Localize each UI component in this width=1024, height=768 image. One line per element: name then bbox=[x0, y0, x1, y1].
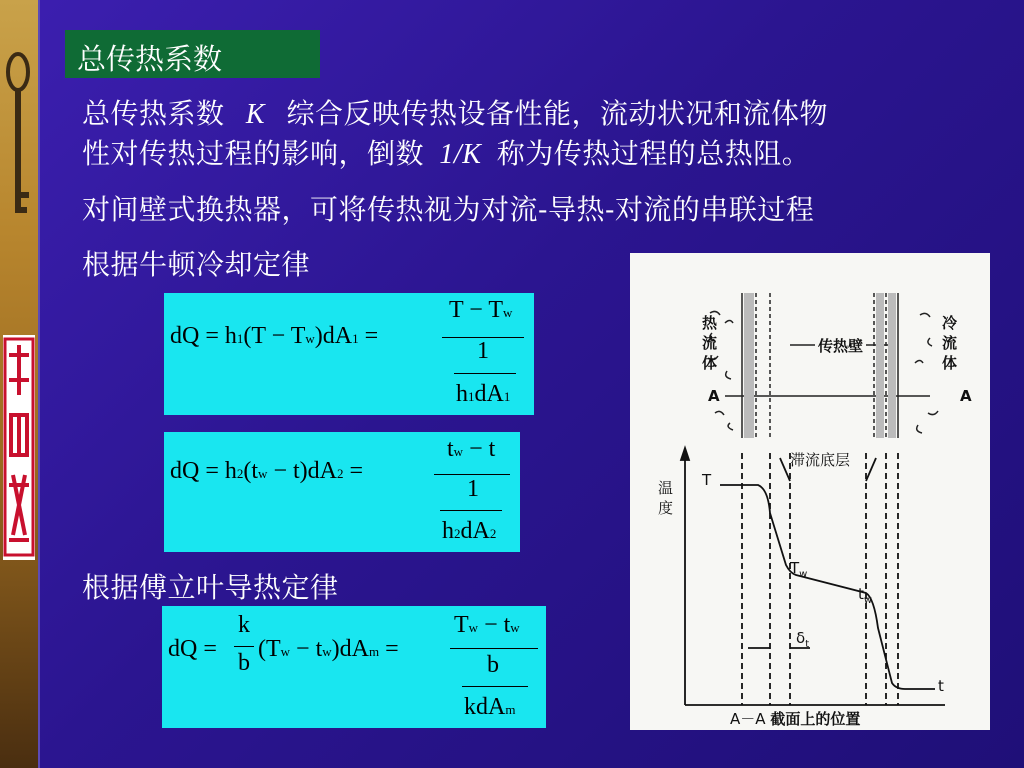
label-Tw-sub: w bbox=[799, 569, 808, 580]
equation-newton-1 bbox=[164, 293, 534, 415]
frac-denominator: kdA bbox=[464, 694, 506, 720]
label-delta-text: δ bbox=[796, 629, 806, 647]
eq-paren-end: )dA bbox=[331, 636, 369, 662]
fraction-bar bbox=[454, 373, 516, 374]
eq-sub: 1 bbox=[352, 331, 359, 346]
eq-paren: (T − T bbox=[243, 323, 306, 349]
frac-middle: 1 bbox=[477, 338, 489, 364]
label-hot-fluid: 热 流 体 bbox=[702, 314, 718, 372]
eq-sub: w bbox=[468, 620, 479, 635]
eq-equals: = bbox=[349, 458, 364, 484]
eq-lhs: dQ = h bbox=[170, 458, 237, 484]
equation-newton-2 bbox=[164, 432, 520, 552]
label-delta-t bbox=[796, 629, 809, 650]
fraction-bar bbox=[462, 686, 528, 687]
label-cold-fluid: 冷 流 体 bbox=[942, 314, 958, 372]
eq-sub: 2 bbox=[236, 466, 244, 481]
frac-numerator: − t bbox=[463, 436, 496, 462]
paragraph-1-line-2 bbox=[82, 132, 810, 172]
frac-numerator: t bbox=[447, 436, 454, 462]
symbol-k: K bbox=[245, 99, 266, 130]
eq-sub: 1 bbox=[503, 389, 511, 404]
key-icon bbox=[0, 42, 36, 232]
frac-middle: b bbox=[487, 652, 499, 678]
frac-numerator: T bbox=[454, 612, 469, 638]
eq-sub: 2 bbox=[489, 526, 497, 541]
paragraph-3: 根据牛顿冷却定律 bbox=[82, 248, 311, 281]
eq-equals: = bbox=[385, 636, 399, 662]
eq-paren: (t bbox=[243, 458, 259, 484]
equation-fourier bbox=[162, 606, 546, 728]
diagram-drawing bbox=[630, 253, 990, 730]
label-x-axis-b: 截面上的位置 bbox=[770, 710, 861, 728]
label-x-axis-a: A－A bbox=[730, 710, 766, 728]
symbol-inverse-k: 1/K bbox=[439, 139, 482, 170]
label-delta-sub: t bbox=[805, 639, 810, 650]
heat-transfer-diagram bbox=[630, 253, 990, 730]
frac-middle: 1 bbox=[467, 476, 479, 502]
label-a-left: A bbox=[708, 387, 720, 405]
label-tw-text: t bbox=[858, 585, 864, 603]
eq-sub: w bbox=[322, 644, 332, 659]
label-T: T bbox=[702, 471, 712, 489]
eq-sub: w bbox=[503, 305, 513, 320]
sidebar-divider bbox=[38, 0, 40, 768]
fraction-bar bbox=[440, 510, 502, 511]
eq-sub: w bbox=[453, 444, 464, 459]
eq-sub: m bbox=[368, 644, 380, 659]
eq-sub: 1 bbox=[236, 331, 244, 346]
eq-paren: (T bbox=[258, 636, 281, 662]
fraction-bar bbox=[434, 474, 510, 475]
eq-sub: w bbox=[510, 620, 520, 635]
label-laminar-sublayer: 滞流底层 bbox=[790, 451, 851, 469]
frac-denominator: dA bbox=[460, 518, 490, 544]
eq-lhs: dQ = h bbox=[170, 323, 237, 349]
seal-stamp-icon bbox=[3, 335, 35, 560]
text: 总传热系数 bbox=[82, 97, 225, 130]
fraction-bar bbox=[450, 648, 538, 649]
label-Tw bbox=[790, 559, 807, 580]
label-Tw-text: T bbox=[790, 559, 800, 577]
eq-sub: 2 bbox=[336, 466, 344, 481]
paragraph-4: 根据傅立叶导热定律 bbox=[82, 571, 339, 604]
eq-sub: w bbox=[305, 331, 315, 346]
label-tw bbox=[858, 585, 872, 606]
text: 综合反映传热设备性能，流动状况和流体物 bbox=[286, 97, 829, 130]
paragraph-2: 对间壁式换热器，可将传热视为对流-导热-对流的串联过程 bbox=[82, 193, 815, 226]
eq-paren-end: − t)dA bbox=[267, 458, 337, 484]
label-a-right: A bbox=[960, 387, 972, 405]
text: 性对传热过程的影响，倒数 bbox=[82, 137, 425, 170]
text: 称为传热过程的总热阻。 bbox=[496, 137, 811, 170]
eq-sub: 2 bbox=[454, 526, 461, 541]
frac-k: k bbox=[238, 612, 250, 638]
eq-sub: w bbox=[280, 644, 291, 659]
label-wall: 传热壁 bbox=[818, 337, 864, 355]
eq-sub: m bbox=[505, 702, 516, 717]
title-bar bbox=[65, 30, 320, 78]
eq-lhs: dQ = bbox=[168, 636, 217, 662]
fraction-bar bbox=[234, 646, 254, 647]
frac-numerator: − t bbox=[478, 612, 511, 638]
paragraph-1-line-1 bbox=[82, 92, 828, 132]
slide-title: 总传热系数 bbox=[77, 42, 223, 76]
eq-paren-end: )dA bbox=[314, 323, 353, 349]
eq-sub: w bbox=[258, 466, 268, 481]
eq-paren-mid: − t bbox=[290, 636, 323, 662]
label-t: t bbox=[938, 677, 944, 695]
frac-denominator: dA bbox=[474, 381, 504, 407]
label-x-axis bbox=[730, 708, 860, 729]
frac-b: b bbox=[238, 650, 250, 676]
label-tw-sub: w bbox=[863, 595, 873, 606]
decorative-sidebar bbox=[0, 0, 38, 768]
frac-denominator: h bbox=[456, 381, 468, 407]
frac-numerator: T − T bbox=[449, 297, 503, 323]
eq-sub: 1 bbox=[468, 389, 475, 404]
frac-denominator: h bbox=[442, 518, 454, 544]
eq-equals: = bbox=[364, 323, 379, 349]
label-temperature-axis: 温 度 bbox=[658, 479, 674, 517]
